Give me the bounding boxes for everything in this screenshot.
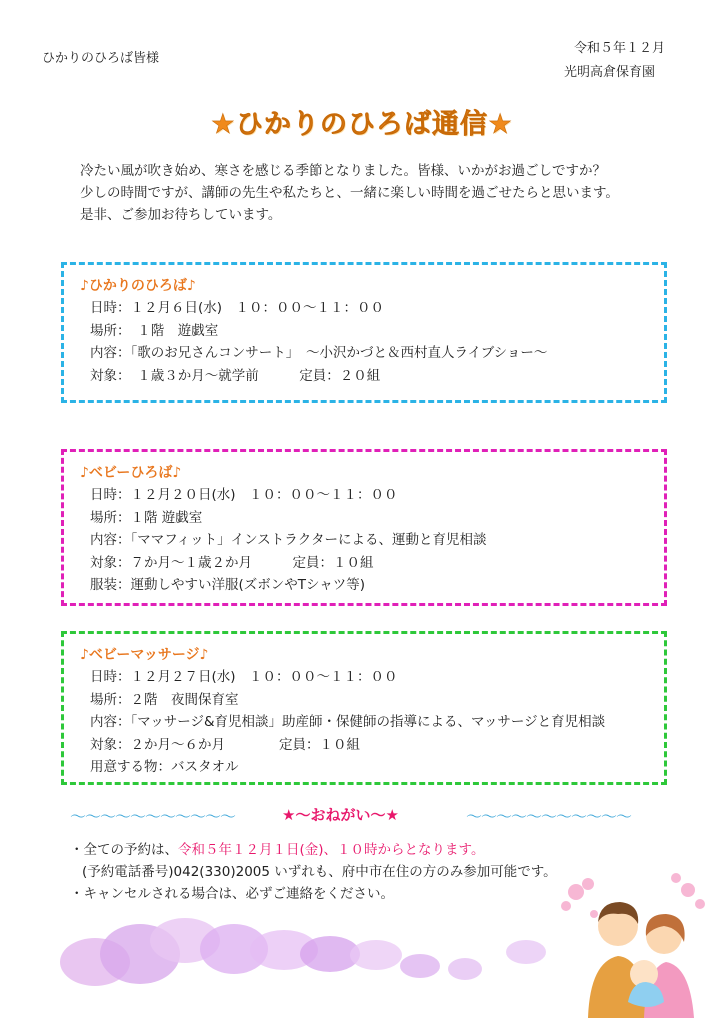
event-content: 内容：「マッサージ&育児相談」助産師・保健師の指導による、マッサージと育児相談 <box>90 714 606 730</box>
notice-reservation-prefix: ・全ての予約は、 <box>70 842 178 858</box>
event-target: 対象：２か月〜６か月 定員：１０組 <box>90 736 360 753</box>
event-box-baby-massage <box>61 631 667 785</box>
event-datetime: 日時：１２月２７日(水) １０：００〜１１：００ <box>90 669 398 685</box>
event-heading: ♪ベビーひろば♪ <box>80 465 182 481</box>
issue-date: 令和５年１２月 <box>574 41 666 56</box>
wave-divider-right: 〜〜〜〜〜〜〜〜〜〜〜 <box>466 807 632 826</box>
notice-cancel: ・キャンセルされる場合は、必ずご連絡をください。 <box>70 886 394 902</box>
event-content: 内容：「歌のお兄さんコンサート」 〜小沢かづと＆西村直人ライブショー〜 <box>90 345 548 361</box>
intro-line: 是非、ご参加お待ちしています。 <box>80 207 282 223</box>
notice-reservation <box>70 840 484 861</box>
notice-phone: (予約電話番号)042(330)2005 いずれも、府中市在住の方のみ参加可能です。 <box>82 864 557 880</box>
wave-divider-left: 〜〜〜〜〜〜〜〜〜〜〜 <box>70 807 236 826</box>
family-illustration <box>548 870 716 1020</box>
event-target: 対象：７か月〜１歳２か月 定員：１０組 <box>90 554 374 571</box>
event-datetime: 日時：１２月２０日(水) １０：００〜１１：００ <box>90 487 398 503</box>
event-box-baby-hiroba <box>61 449 667 606</box>
onegai-heading: ★〜おねがい〜★ <box>282 806 399 824</box>
organization-name: 光明高倉保育園 <box>564 65 656 80</box>
event-location: 場所：１階 遊戯室 <box>90 509 203 526</box>
recipient: ひかりのひろば皆様 <box>42 51 160 66</box>
page-title: ★ひかりのひろば通信★ <box>210 109 514 140</box>
event-box-hikari-hiroba <box>61 262 667 403</box>
event-heading: ♪ベビーマッサージ♪ <box>80 647 209 663</box>
notice-reservation-date: 令和５年１２月１日(金)、１０時からとなります。 <box>178 842 485 858</box>
event-belongings: 用意する物：バスタオル <box>90 759 239 775</box>
event-heading: ♪ひかりのひろば♪ <box>80 278 196 294</box>
intro-paragraph <box>80 160 619 226</box>
event-clothing: 服装：運動しやすい洋服(ズボンやTシャツ等) <box>90 577 366 593</box>
event-datetime: 日時：１２月６日(水) １０：００〜１１：００ <box>90 300 385 316</box>
intro-line: 少しの時間ですが、講師の先生や私たちと、一緒に楽しい時間を過ごせたらと思います。 <box>80 185 619 201</box>
event-target: 対象： １歳３か月〜就学前 定員：２０組 <box>90 367 381 384</box>
event-content: 内容：「ママフィット」インストラクターによる、運動と育児相談 <box>90 532 487 548</box>
event-location: 場所： １階 遊戯室 <box>90 322 219 339</box>
event-location: 場所：２階 夜間保育室 <box>90 691 239 708</box>
intro-line: 冷たい風が吹き始め、寒さを感じる季節となりました。皆様、いかがお過ごしですか？ <box>80 163 606 179</box>
